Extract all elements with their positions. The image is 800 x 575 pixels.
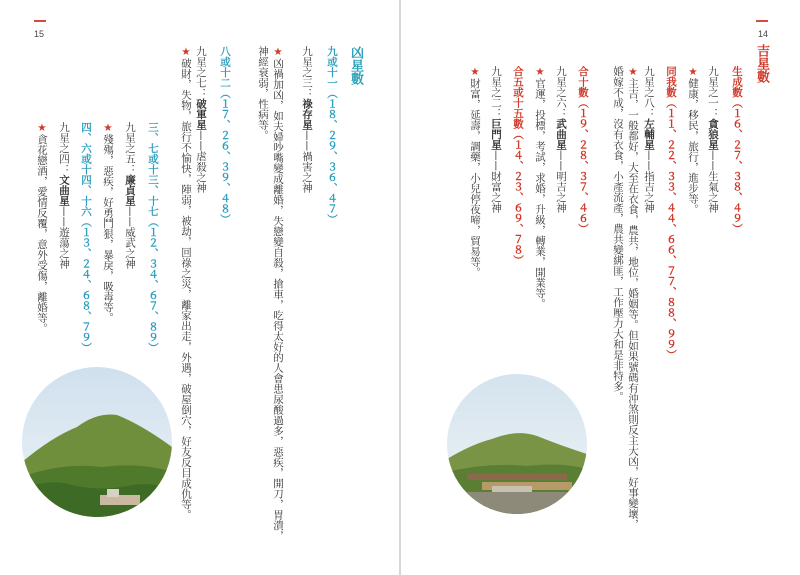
star-suffix: ——生氣之神 xyxy=(707,150,719,213)
star-name: 祿存星 xyxy=(301,98,313,130)
star-name: 破軍星 xyxy=(195,98,207,130)
star-prefix: 九星之八： xyxy=(643,66,655,119)
description: ★破財，失物，旅行不愉快，陣弱，被劫，回祿之災，離家出走，外遇，破屋倒穴，好友反目成仇等。 xyxy=(180,46,192,520)
star-bullet-icon: ★ xyxy=(272,46,284,58)
description: ★健康，移民，旅行，進步等。 xyxy=(687,66,699,215)
star-suffix: ——明吉之神 xyxy=(555,150,567,213)
star-prefix: 九星之四： xyxy=(58,122,70,175)
star-prefix: 九星之二： xyxy=(490,66,502,119)
group-heading: 合五或十五數（１４、２３、６９、７８） xyxy=(512,66,524,266)
star-name: 巨門星 xyxy=(490,118,502,150)
page-number-mark xyxy=(34,20,46,22)
description: ★財富，延壽，調藥，小兒停夜啼，貿易等。 xyxy=(469,66,481,278)
star-prefix: 九星之三： xyxy=(301,46,313,99)
star-suffix: ——財富之神 xyxy=(490,150,502,213)
star-prefix: 九星之五： xyxy=(124,122,136,175)
group-heading: 九或十一（１８、２９、３６、４７） xyxy=(326,46,338,225)
page-number: 15 xyxy=(34,29,45,39)
group-heading: 八或十二（１７、２６、３９、４８） xyxy=(219,46,231,225)
star-bullet-icon: ★ xyxy=(102,122,114,134)
star-name: 廉貞星 xyxy=(124,174,136,206)
star-suffix: ——禍害之神 xyxy=(301,130,313,193)
right-page xyxy=(401,0,800,575)
group-heading: 三、七或十三、十七（１２、３４、６７、８９） xyxy=(147,122,159,353)
section-title: 凶星數 xyxy=(348,46,363,85)
star-line xyxy=(553,66,568,213)
page-number-mark xyxy=(756,20,768,22)
page-number: 14 xyxy=(758,29,769,39)
star-line xyxy=(299,46,314,193)
star-name: 武曲星 xyxy=(555,118,567,150)
description: ★官運，投標，考試，求婚，升級，轉業，開業等。 xyxy=(534,66,546,309)
left-page xyxy=(0,0,399,575)
star-prefix: 九星之七： xyxy=(195,46,207,99)
group-heading: 生成數（１６、２７、３８、４９） xyxy=(731,66,743,234)
description: ★貪花戀酒，愛情反覆，意外受傷，離婚等。 xyxy=(36,122,48,334)
star-line xyxy=(56,122,71,269)
star-line xyxy=(122,122,137,269)
star-suffix: ——威武之神 xyxy=(124,206,136,269)
star-suffix: ——虐殺之神 xyxy=(195,130,207,193)
star-prefix: 九星之六： xyxy=(555,66,567,119)
star-bullet-icon: ★ xyxy=(534,66,546,78)
group-heading: 四、六或十四、十六（１３、２４、６８、７９） xyxy=(80,122,92,353)
section-title: 吉星數 xyxy=(754,44,769,83)
star-bullet-icon: ★ xyxy=(627,66,639,78)
star-name: 左輔星 xyxy=(643,118,655,150)
star-prefix: 九星之一： xyxy=(707,66,719,119)
description: ★殘殤，惡疾，好勇鬥狠，暴戾，吸毒等。 xyxy=(102,122,114,323)
star-bullet-icon: ★ xyxy=(36,122,48,134)
star-line xyxy=(193,46,208,193)
description: ★凶禍加凶，如夫婦吵嘴變成離婚，失戀變自殺，搶車，吃得太好的人會患尿酸過多，惡疾，開刀，胃潰，神經衰弱，性病等。 xyxy=(257,46,284,541)
star-line xyxy=(705,66,720,213)
mountain-photo xyxy=(447,374,587,514)
star-bullet-icon: ★ xyxy=(687,66,699,78)
star-line xyxy=(641,66,656,213)
star-name: 貪狼星 xyxy=(707,118,719,150)
group-heading: 合十數（１９、２８、３７、４６） xyxy=(577,66,589,234)
star-suffix: ——遊蕩之神 xyxy=(58,206,70,269)
description: ★主吉，一般都好，大至在衣食，農共，地位，婚姻等。但如果號碼有沖煞則反主大凶，好事變壞，婚嫁不成，沒有衣食，小產流產，農共變綁匪，工作壓力大和是非特多。 xyxy=(612,66,639,530)
star-name: 文曲星 xyxy=(58,174,70,206)
star-suffix: ——指吉之神 xyxy=(643,150,655,213)
star-line xyxy=(488,66,503,213)
star-bullet-icon: ★ xyxy=(180,46,192,58)
star-bullet-icon: ★ xyxy=(469,66,481,78)
group-heading: 同我數（１１、２２、３３、４４、６６、７７、８８、９９） xyxy=(665,66,677,360)
mountain-photo xyxy=(22,367,172,517)
